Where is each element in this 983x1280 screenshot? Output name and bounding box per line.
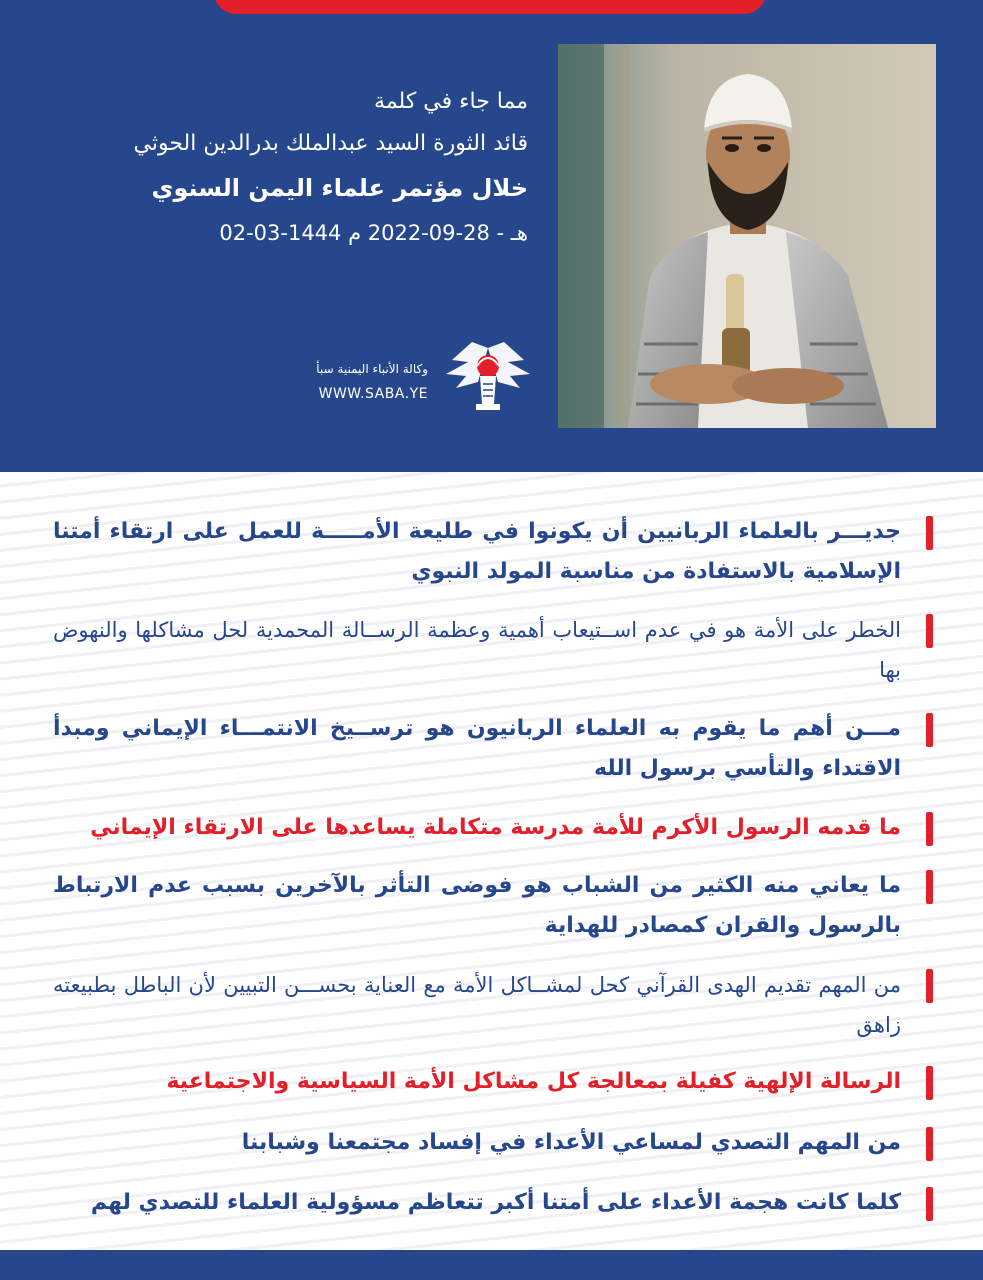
- quote-item: [53, 808, 933, 848]
- quote-text: الخطر على الأمة هو في عدم اســتيعاب أهمية وعظمة الرســالة المحمدية لحل مشاكلها والنهوض بها: [53, 618, 901, 682]
- quote-text: الرسالة الإلهية كفيلة بمعالجة كل مشاكل الأمة السياسية والاجتماعية: [166, 1069, 901, 1094]
- top-red-bar: [214, 0, 766, 14]
- quote-text: مـــن أهم ما يقوم به العلماء الربانيون هو ترســيخ الانتمـــاء الإيماني ومبدأ الاقتداء والتأسي برسول الله: [53, 716, 901, 781]
- quote-item: [53, 1062, 933, 1102]
- event-title: خلال مؤتمر علماء اليمن السنوي: [151, 174, 528, 202]
- quote-text: كلما كانت هجمة الأعداء على أمتنا أكبر تتعاظم مسؤولية العلماء للتصدي لهم: [90, 1190, 901, 1215]
- item-marker: [926, 969, 933, 1003]
- item-marker: [926, 1127, 933, 1161]
- footer-bar: [0, 1250, 983, 1280]
- saba-eagle-logo-icon: [442, 340, 534, 414]
- header-text-block: [8, 86, 528, 248]
- agency-url: WWW.SABA.YE: [318, 386, 428, 402]
- quote-text: ما يعاني منه الكثير من الشباب هو فوضى التأثر بالآخرين بسبب عدم الارتباط بالرسول والقران كمصادر للهداية: [53, 873, 901, 938]
- quote-item: [53, 866, 933, 946]
- quote-text: جديـــر بالعلماء الربانيين أن يكونوا في طليعة الأمـــــة للعمل على ارتقاء أمتنا الإسلامية بالاستفادة من مناسبة المولد النبوي: [53, 519, 901, 584]
- item-marker: [926, 870, 933, 904]
- item-marker: [926, 1066, 933, 1100]
- item-marker: [926, 812, 933, 846]
- intro-line: مما جاء في كلمة: [374, 89, 528, 114]
- quote-text: من المهم تقديم الهدى القرآني كحل لمشــاكل الأمة مع العناية بحســـن التبيين لأن الباطل بطبيعته زاهق: [53, 973, 901, 1037]
- quote-text: من المهم التصدي لمساعي الأعداء في إفساد مجتمعنا وشبابنا: [241, 1130, 901, 1155]
- quote-item: [53, 610, 933, 690]
- agency-name: وكالة الأنباء اليمنية سبأ: [316, 362, 428, 376]
- agency-branding: [280, 340, 540, 414]
- item-marker: [926, 614, 933, 648]
- date-line: 02-03-1444 هـ - 28-09-2022 م: [219, 221, 528, 245]
- quote-item: [53, 709, 933, 789]
- quote-item: [53, 512, 933, 592]
- quote-item: [53, 1123, 933, 1163]
- speaker-portrait: [558, 44, 936, 428]
- item-marker: [926, 713, 933, 747]
- speaker-line: قائد الثورة السيد عبدالملك بدرالدين الحوثي: [133, 131, 528, 156]
- quote-item: [53, 965, 933, 1045]
- item-marker: [926, 516, 933, 550]
- quote-item: [53, 1183, 933, 1223]
- item-marker: [926, 1187, 933, 1221]
- speaker-portrait-illustration: [558, 44, 936, 428]
- quote-text: ما قدمه الرسول الأكرم للأمة مدرسة متكاملة يساعدها على الارتقاء الإيماني: [90, 815, 901, 840]
